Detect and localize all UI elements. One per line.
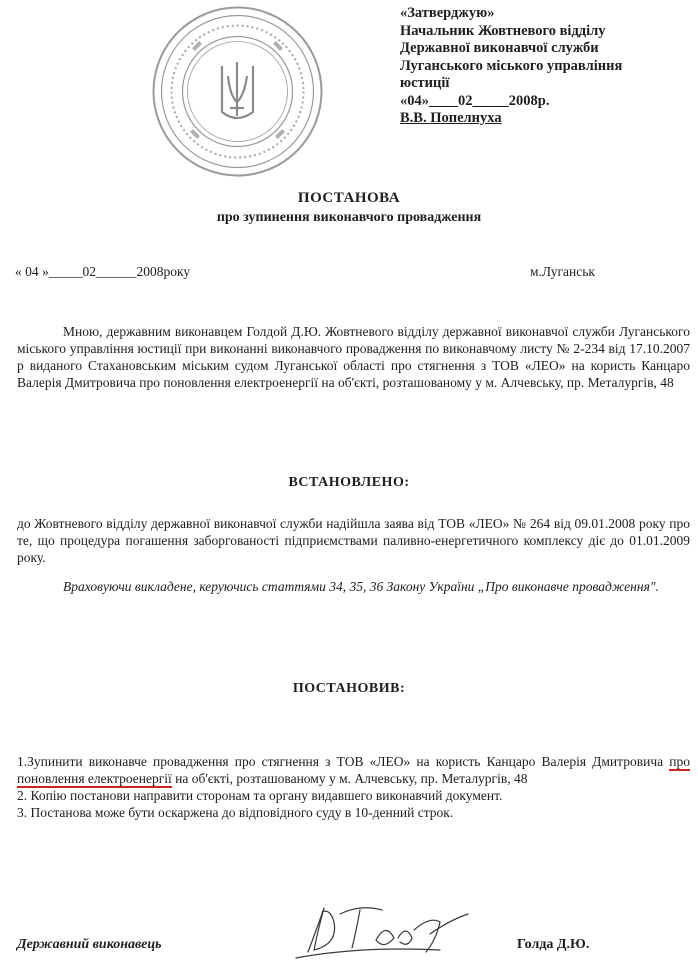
approval-date: «04»____02_____2008р. (400, 92, 550, 109)
approval-line-4: Луганського міського управління (400, 57, 623, 74)
established-heading: ВСТАНОВЛЕНО: (288, 475, 410, 490)
established-paragraph: до Жовтневого відділу державної виконавчої служби надійшла заява від ТОВ «ЛЕО» № 264 від 09.01.2008 року про те, що процедура погашення заборгованості підприємствами паливно-енергетичного комплексу діє до 01.01.2009 року. (17, 516, 690, 565)
handwritten-signature (290, 900, 480, 962)
decision-item-3: 3. Постанова може бути оскаржена до відповідного суду в 10-денний строк. (17, 805, 454, 820)
approval-line-1: «Затверджую» (400, 5, 495, 21)
approval-block (400, 5, 622, 128)
document-date: « 04 »_____02______2008року (15, 264, 191, 279)
decision-item-1 (17, 753, 690, 787)
intro-paragraph: Мною, державним виконавцем Голдой Д.Ю. Жовтневого відділу державної виконавчої служби Луганського міського управління юстиції при виконанні виконавчого провадження по виконавчому листу № 2-234 від 17.10.2007 р виданого Стахановським міським судом Луганської області про стягнення з ТОВ «ЛЕО» на користь Канцаро Валерія Дмитровича про поновлення електроенергії на об'єкті, розташованому у м. Алчевську, пр. Металургів, 48 (17, 324, 690, 390)
executor-name: Голда Д.Ю. (517, 937, 590, 952)
decision-item-1-start: 1.Зупинити виконавче провадження про стягнення з ТОВ «ЛЕО» на користь Канцаро Валерія Дмитровича (17, 754, 670, 769)
approval-signer: В.В. Попелнуха (400, 110, 502, 126)
decision-item-1-end: на об'єкті, розташованому у м. Алчевську, пр. Металургів, 48 (171, 771, 528, 786)
document-subtitle: про зупинення виконавчого провадження (216, 210, 482, 225)
official-seal-stamp (150, 4, 325, 179)
highlighted-phrase: про поновлення електроенергії (17, 754, 690, 786)
decision-item-2: 2. Копію постанови направити сторонам та органу видавшего виконавчий документ. (17, 788, 503, 803)
decided-heading: ПОСТАНОВИВ: (292, 681, 406, 696)
approval-line-2: Начальник Жовтневого відділу (400, 22, 606, 39)
document-title: ПОСТАНОВА (297, 190, 401, 206)
considering-paragraph: Враховуючи викладене, керуючись статтями 34, 35, 36 Закону України „Про виконавче провадження". (63, 579, 659, 594)
approval-line-5: юстиції (400, 75, 450, 91)
executor-position: Державний виконавець (17, 937, 162, 952)
decision-list (17, 753, 690, 821)
approval-line-3: Державної виконавчої служби (400, 40, 599, 56)
document-city: м.Луганськ (530, 264, 595, 279)
